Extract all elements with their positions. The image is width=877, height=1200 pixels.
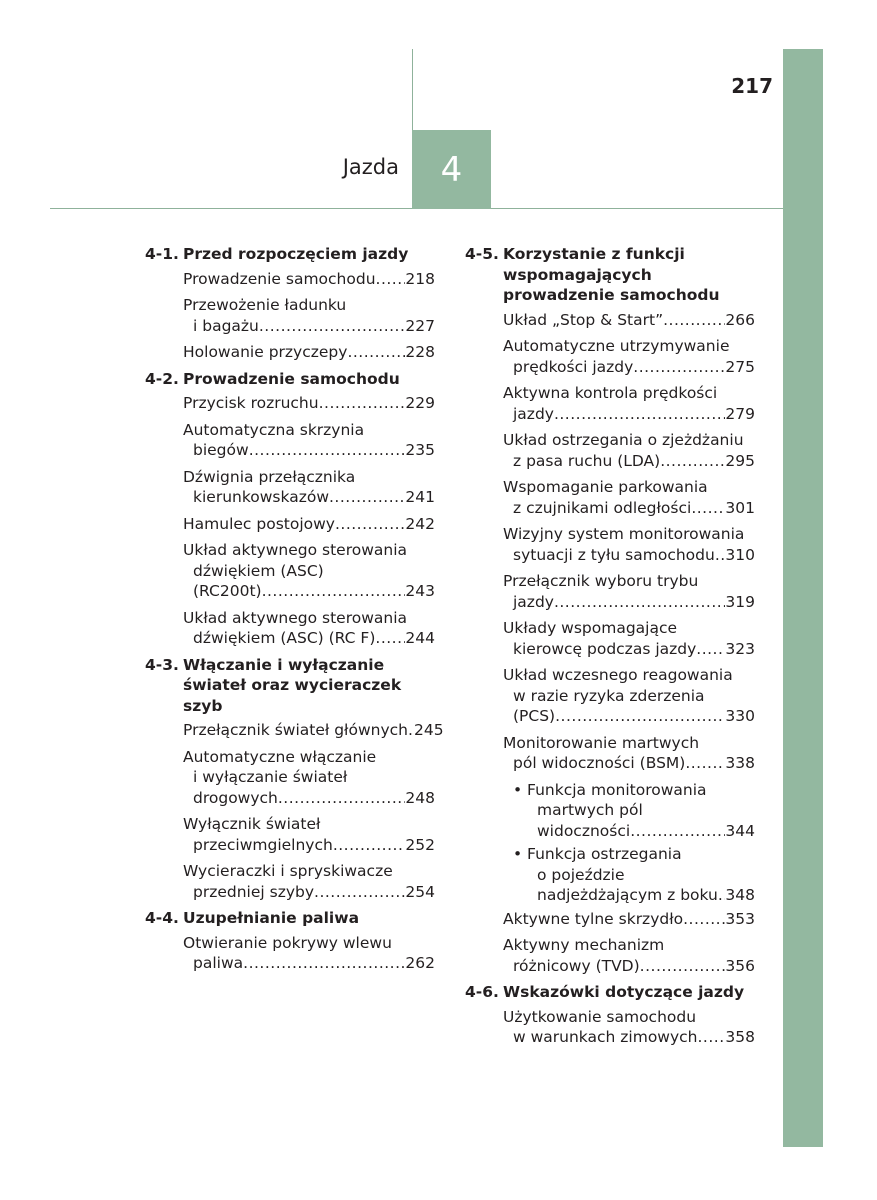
entry-line: dźwiękiem (ASC) bbox=[193, 561, 324, 580]
entry-page: 323 bbox=[725, 639, 755, 658]
entry-last-line bbox=[503, 451, 755, 472]
toc-entry[interactable] bbox=[183, 393, 435, 414]
entry-last-line bbox=[503, 753, 755, 774]
entry-page: 330 bbox=[725, 707, 755, 725]
toc-entry[interactable] bbox=[183, 814, 435, 855]
entry-page: 310 bbox=[725, 545, 755, 564]
toc-entry[interactable] bbox=[503, 665, 755, 727]
dot-leader bbox=[376, 269, 406, 290]
entry-text: sytuacji z tyłu samochodu bbox=[513, 545, 715, 564]
chapter-side-tab bbox=[783, 49, 823, 1147]
entry-text: Hamulec postojowy bbox=[183, 514, 335, 533]
dot-leader bbox=[633, 357, 725, 378]
entry-last-line bbox=[183, 316, 435, 337]
entry-last-line bbox=[183, 440, 435, 461]
toc-entry[interactable] bbox=[503, 909, 755, 930]
entry-text: przeciwmgielnych bbox=[193, 835, 333, 854]
entry-last-line bbox=[503, 545, 755, 566]
entry-page: 348 bbox=[725, 886, 755, 904]
entry-page: 245 bbox=[413, 721, 444, 739]
entry-text: biegów bbox=[193, 441, 249, 459]
entry-page: 242 bbox=[405, 514, 435, 533]
dot-leader bbox=[718, 885, 726, 906]
entry-text: Układ „Stop & Start” bbox=[503, 310, 664, 329]
section-number: 4-4. bbox=[145, 909, 179, 927]
section-title: Wskazówki dotyczące jazdy bbox=[503, 983, 745, 1001]
dot-leader bbox=[660, 451, 725, 472]
toc-entry[interactable] bbox=[183, 467, 435, 508]
chapter-title: Jazda bbox=[342, 155, 399, 179]
entry-last-line bbox=[183, 393, 435, 414]
dot-leader bbox=[314, 882, 405, 903]
entry-last-line bbox=[527, 885, 755, 906]
dot-leader bbox=[333, 835, 406, 856]
dot-leader bbox=[698, 1027, 726, 1048]
section-title: Uzupełnianie paliwa bbox=[183, 909, 360, 927]
entry-page: 356 bbox=[725, 956, 755, 975]
toc-entry[interactable] bbox=[503, 310, 755, 331]
entry-text: (PCS) bbox=[513, 707, 556, 725]
entry-line: Automatyczna skrzynia bbox=[183, 420, 365, 439]
entry-page: 244 bbox=[405, 629, 435, 647]
toc-section-heading bbox=[465, 982, 755, 1003]
section-number: 4-1. bbox=[145, 245, 179, 263]
dot-leader bbox=[243, 953, 405, 974]
dot-leader bbox=[329, 487, 405, 508]
entry-last-line bbox=[503, 404, 755, 425]
entry-last-line bbox=[183, 269, 435, 290]
entry-text: z czujnikami odległości bbox=[513, 498, 692, 517]
chapter-number: 4 bbox=[440, 149, 463, 190]
entry-text: jazdy bbox=[513, 404, 554, 423]
dot-leader bbox=[262, 581, 406, 602]
entry-last-line bbox=[183, 720, 444, 741]
entry-page: 262 bbox=[405, 954, 435, 972]
entry-last-line bbox=[183, 882, 435, 903]
entry-last-line bbox=[503, 310, 755, 331]
toc-entry[interactable] bbox=[183, 747, 435, 809]
entry-text: widoczności bbox=[537, 821, 631, 840]
entry-page: 319 bbox=[725, 592, 755, 611]
entry-page: 228 bbox=[405, 343, 435, 361]
dot-leader bbox=[259, 316, 406, 337]
toc-section-heading bbox=[145, 369, 435, 390]
toc-entry[interactable] bbox=[503, 336, 755, 377]
entry-page: 358 bbox=[725, 1028, 755, 1046]
toc-right-column bbox=[465, 244, 755, 1054]
entry-text: (RC200t) bbox=[193, 582, 262, 600]
toc-entry[interactable] bbox=[183, 540, 435, 602]
section-title: Prowadzenie samochodu bbox=[183, 369, 400, 388]
toc-entry[interactable] bbox=[183, 608, 435, 649]
entry-last-line bbox=[503, 909, 755, 930]
toc-section-heading bbox=[145, 908, 435, 929]
entry-last-line bbox=[503, 592, 755, 613]
toc-entry[interactable] bbox=[183, 342, 435, 363]
toc-entry[interactable] bbox=[503, 935, 755, 976]
entry-last-line bbox=[183, 342, 435, 363]
toc-entry[interactable] bbox=[503, 733, 755, 774]
entry-page: 279 bbox=[725, 404, 755, 423]
entry-text: kierowcę podczas jazdy bbox=[513, 639, 697, 658]
entry-page: 295 bbox=[725, 451, 755, 470]
toc-entry[interactable] bbox=[183, 295, 435, 336]
entry-line: Układ aktywnego sterowania bbox=[183, 541, 408, 559]
entry-line: Otwieranie pokrywy wlewu bbox=[183, 933, 392, 952]
entry-line: Użytkowanie samochodu bbox=[503, 1007, 697, 1026]
entry-text: z pasa ruchu (LDA) bbox=[513, 451, 661, 470]
dot-leader bbox=[319, 393, 406, 414]
entry-text: jazdy bbox=[513, 592, 554, 611]
toc-entry[interactable] bbox=[503, 383, 755, 424]
dot-leader bbox=[696, 639, 725, 660]
entry-text: Holowanie przyczepy bbox=[183, 343, 348, 361]
dot-leader bbox=[640, 956, 726, 977]
entry-page: 229 bbox=[405, 394, 435, 412]
entry-line: i wyłączanie świateł bbox=[193, 768, 348, 786]
dot-leader bbox=[715, 545, 726, 566]
toc-entry[interactable] bbox=[183, 933, 435, 974]
entry-last-line bbox=[183, 581, 435, 602]
entry-text: nadjeżdżającym z boku bbox=[537, 886, 718, 904]
entry-text: kierunkowskazów bbox=[193, 488, 329, 506]
section-title: Przed rozpoczęciem jazdy bbox=[183, 245, 409, 263]
page-number: 217 bbox=[731, 74, 773, 98]
entry-page: 275 bbox=[725, 357, 755, 376]
section-number: 4-2. bbox=[145, 369, 179, 388]
chapter-number-box bbox=[412, 130, 491, 209]
entry-text: różnicowy (TVD) bbox=[513, 956, 640, 975]
entry-last-line bbox=[183, 514, 435, 535]
entry-text: przedniej szyby bbox=[193, 882, 315, 901]
dot-leader bbox=[555, 706, 725, 727]
entry-last-line bbox=[503, 639, 755, 660]
toc-section-heading bbox=[145, 244, 435, 265]
dot-leader bbox=[249, 440, 406, 461]
entry-line: Wycieraczki i spryskiwacze bbox=[183, 862, 393, 880]
dot-leader bbox=[663, 310, 725, 331]
dot-leader bbox=[347, 342, 405, 363]
entry-line: Wspomaganie parkowania bbox=[503, 478, 708, 496]
entry-line: Funkcja ostrzegania bbox=[527, 845, 682, 863]
dot-leader bbox=[683, 909, 725, 930]
toc-entry[interactable] bbox=[503, 477, 755, 518]
entry-page: 338 bbox=[725, 754, 755, 772]
entry-page: 218 bbox=[405, 269, 435, 288]
bullet-icon: • bbox=[513, 780, 523, 799]
toc-entry[interactable] bbox=[183, 269, 435, 290]
entry-page: 344 bbox=[725, 821, 755, 840]
entry-page: 227 bbox=[405, 316, 435, 335]
entry-line: Aktywna kontrola prędkości bbox=[503, 384, 718, 402]
entry-page: 254 bbox=[405, 882, 435, 901]
entry-page: 248 bbox=[405, 788, 435, 807]
dot-leader bbox=[278, 788, 406, 809]
entry-last-line bbox=[183, 628, 435, 649]
dot-leader bbox=[630, 821, 725, 842]
entry-line: Układ aktywnego sterowania bbox=[183, 608, 408, 627]
entry-line: w razie ryzyka zderzenia bbox=[513, 686, 705, 705]
toc-section-heading bbox=[465, 244, 755, 306]
entry-last-line bbox=[503, 357, 755, 378]
entry-line: Funkcja monitorowania bbox=[527, 780, 707, 799]
toc-entry[interactable] bbox=[503, 1007, 755, 1048]
entry-line: Monitorowanie martwych bbox=[503, 733, 700, 752]
toc-entry[interactable] bbox=[183, 420, 435, 461]
entry-text: dźwiękiem (ASC) (RC F) bbox=[193, 629, 376, 647]
dot-leader bbox=[554, 592, 725, 613]
entry-line: Przełącznik wyboru trybu bbox=[503, 572, 699, 590]
toc-entry[interactable] bbox=[183, 861, 435, 902]
entry-line: Dźwignia przełącznika bbox=[183, 467, 356, 486]
section-title: Włączanie i wyłączanie świateł oraz wycieraczek szyb bbox=[183, 655, 402, 715]
section-title: Korzystanie z funkcji wspomagających prowadzenie samochodu bbox=[503, 245, 720, 304]
entry-text: paliwa bbox=[193, 954, 244, 972]
entry-text: w warunkach zimowych bbox=[513, 1028, 698, 1046]
entry-text: Przełącznik świateł głównych bbox=[183, 721, 408, 739]
entry-line: Układ wczesnego reagowania bbox=[503, 666, 733, 684]
entry-last-line bbox=[503, 956, 755, 977]
entry-page: 252 bbox=[405, 835, 435, 854]
entry-line: martwych pól bbox=[537, 801, 643, 819]
entry-last-line bbox=[183, 835, 435, 856]
dot-leader bbox=[685, 753, 725, 774]
toc-left-column bbox=[145, 244, 444, 980]
entry-line: Wyłącznik świateł bbox=[183, 815, 321, 833]
entry-line: Wizyjny system monitorowania bbox=[503, 525, 745, 543]
entry-text: prędkości jazdy bbox=[513, 357, 634, 376]
toc-entry[interactable] bbox=[503, 571, 755, 612]
entry-text: Aktywne tylne skrzydło bbox=[503, 909, 684, 928]
entry-line: o pojeździe bbox=[537, 865, 625, 884]
entry-text: pól widoczności (BSM) bbox=[513, 754, 686, 772]
dot-leader bbox=[554, 404, 725, 425]
toc-section-heading bbox=[145, 655, 435, 717]
entry-page: 243 bbox=[405, 582, 435, 600]
bullet-icon: • bbox=[513, 845, 523, 863]
dot-leader bbox=[375, 628, 405, 649]
section-number: 4-6. bbox=[465, 983, 499, 1001]
dot-leader bbox=[335, 514, 405, 535]
section-number: 4-3. bbox=[145, 655, 179, 674]
section-number: 4-5. bbox=[465, 245, 499, 263]
entry-line: Automatyczne włączanie bbox=[183, 747, 377, 766]
toc-entry[interactable] bbox=[503, 618, 755, 659]
entry-line: Układy wspomagające bbox=[503, 619, 678, 637]
entry-text: i bagażu bbox=[193, 316, 259, 335]
dot-leader bbox=[691, 498, 725, 519]
entry-line: Przewożenie ładunku bbox=[183, 296, 347, 314]
entry-last-line bbox=[183, 788, 435, 809]
entry-last-line bbox=[527, 821, 755, 842]
toc-entry[interactable] bbox=[513, 780, 755, 842]
toc-entry[interactable] bbox=[503, 430, 755, 471]
entry-last-line bbox=[503, 1027, 755, 1048]
entry-text: Przycisk rozruchu bbox=[183, 394, 319, 412]
entry-page: 235 bbox=[405, 441, 435, 459]
entry-page: 353 bbox=[725, 909, 755, 928]
entry-line: Automatyczne utrzymywanie bbox=[503, 337, 730, 355]
entry-text: drogowych bbox=[193, 788, 278, 807]
entry-page: 301 bbox=[725, 498, 755, 517]
entry-last-line bbox=[503, 706, 755, 727]
entry-last-line bbox=[503, 498, 755, 519]
entry-line: Układ ostrzegania o zjeżdżaniu bbox=[503, 431, 744, 449]
entry-line: Aktywny mechanizm bbox=[503, 936, 665, 954]
entry-last-line bbox=[183, 953, 435, 974]
toc-entry[interactable] bbox=[183, 720, 444, 741]
entry-page: 266 bbox=[725, 310, 755, 329]
toc-entry[interactable] bbox=[503, 524, 755, 565]
toc-entry[interactable] bbox=[183, 514, 435, 535]
toc-entry[interactable] bbox=[513, 844, 755, 906]
entry-page: 241 bbox=[405, 488, 435, 506]
entry-last-line bbox=[183, 487, 435, 508]
entry-text: Prowadzenie samochodu bbox=[183, 269, 376, 288]
